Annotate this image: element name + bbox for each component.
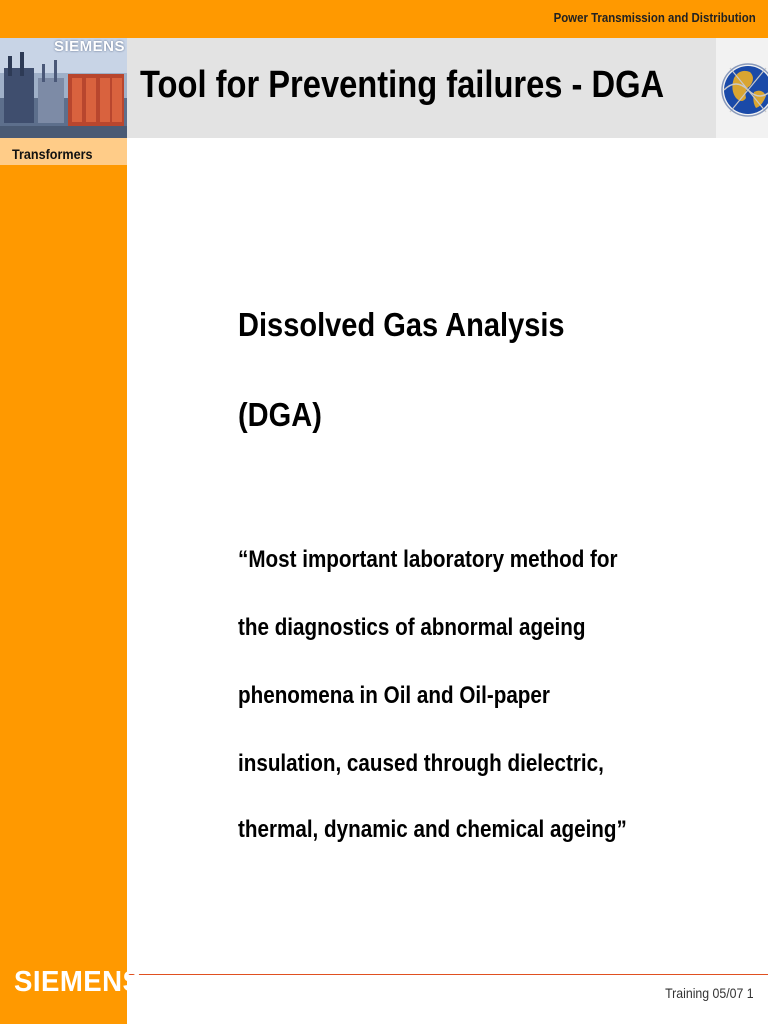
page-title: Tool for Preventing failures - DGA bbox=[140, 64, 665, 106]
quote-line: “Most important laboratory method for bbox=[238, 546, 618, 573]
section-label: Transformers bbox=[12, 146, 93, 162]
quote-line: thermal, dynamic and chemical ageing” bbox=[238, 816, 627, 843]
transformer-photo bbox=[0, 38, 127, 138]
footer-brand-logo: SIEMENS bbox=[14, 966, 142, 998]
quote-line: the diagnostics of abnormal ageing bbox=[238, 614, 586, 641]
globe-icon bbox=[716, 38, 768, 138]
heading-line-2: (DGA) bbox=[238, 396, 322, 433]
division-label: Power Transmission and Distribution bbox=[553, 10, 756, 25]
footer-divider bbox=[127, 974, 768, 975]
heading-line-1: Dissolved Gas Analysis bbox=[238, 306, 565, 343]
photo-brand-logo: SIEMENS bbox=[53, 38, 125, 55]
top-bar bbox=[0, 0, 768, 38]
globe-area bbox=[716, 38, 768, 138]
quote-line: phenomena in Oil and Oil-paper bbox=[238, 682, 550, 709]
quote-line: insulation, caused through dielectric, bbox=[238, 750, 604, 777]
footer-page-info: Training 05/07 1 bbox=[665, 985, 754, 1001]
sidebar bbox=[0, 38, 127, 1024]
